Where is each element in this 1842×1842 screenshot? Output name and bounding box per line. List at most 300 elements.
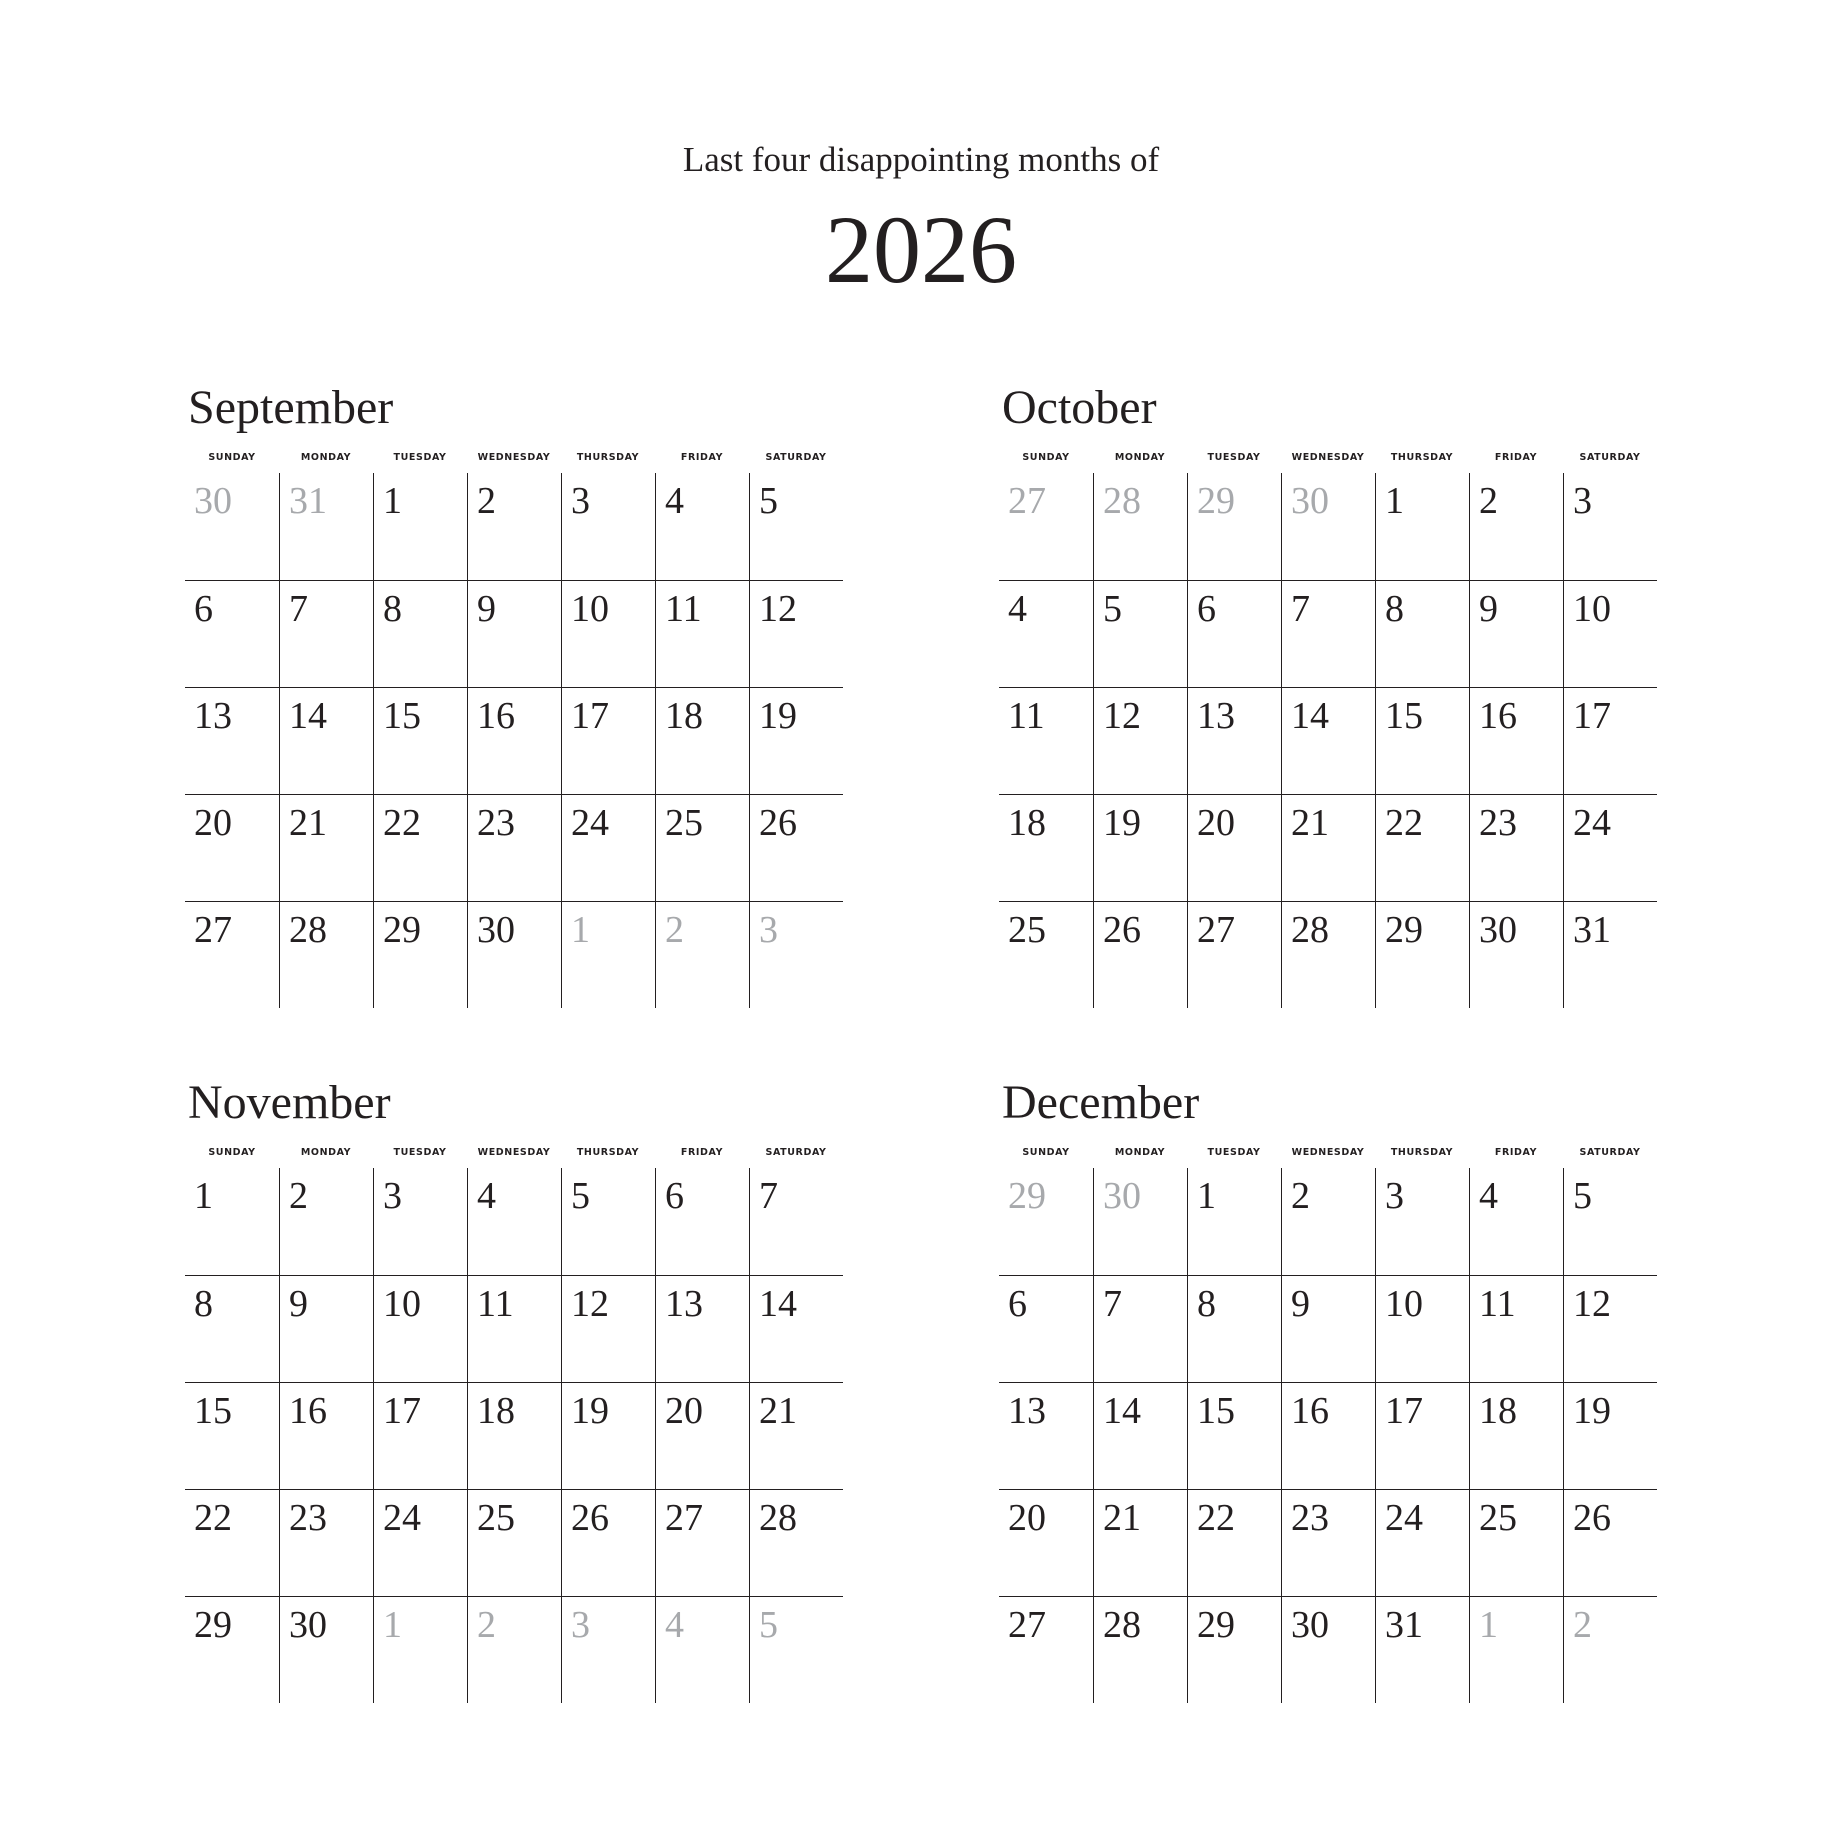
calendar-day-cell	[749, 1383, 843, 1489]
calendar-day-cell	[373, 473, 467, 580]
day-number: 11	[477, 1283, 514, 1325]
calendar-week-row	[999, 1489, 1657, 1596]
day-number: 10	[1573, 588, 1611, 630]
day-number: 18	[477, 1390, 515, 1432]
calendar-day-cell	[373, 1383, 467, 1489]
calendar-day-cell	[1563, 581, 1657, 687]
weekday-label: SUNDAY	[1022, 452, 1070, 463]
calendar-day-cell	[1187, 1383, 1281, 1489]
page-title-year: 2026	[825, 196, 1017, 303]
calendar-week-row	[185, 1275, 843, 1382]
calendar-week-row	[999, 901, 1657, 1008]
calendar-week-row	[185, 473, 843, 580]
day-number: 10	[383, 1283, 421, 1325]
day-number: 23	[477, 802, 515, 844]
calendar-day-cell	[1093, 795, 1187, 901]
weekday-label: MONDAY	[300, 452, 352, 463]
day-number: 19	[1573, 1390, 1611, 1432]
day-number: 22	[194, 1497, 232, 1539]
day-number: 23	[289, 1497, 327, 1539]
calendar-day-cell	[279, 581, 373, 687]
day-number: 30	[477, 909, 515, 951]
day-number: 1	[194, 1175, 213, 1217]
day-number: 9	[1291, 1283, 1310, 1325]
day-number: 17	[1385, 1390, 1423, 1432]
calendar-day-cell-adjacent-month	[1469, 1597, 1563, 1703]
calendar-day-cell	[1187, 902, 1281, 1008]
day-number: 6	[665, 1175, 684, 1217]
day-number: 1	[1479, 1604, 1498, 1646]
day-number: 15	[1385, 695, 1423, 737]
calendar-day-cell-adjacent-month	[999, 473, 1093, 580]
calendar-day-cell	[279, 1490, 373, 1596]
calendar-week-row	[999, 1382, 1657, 1489]
calendar-day-cell	[373, 581, 467, 687]
calendar-day-cell	[561, 1168, 655, 1275]
calendar-day-cell	[1281, 1597, 1375, 1703]
calendar-day-cell	[373, 1490, 467, 1596]
calendar-day-cell	[999, 795, 1093, 901]
calendar-day-cell	[467, 1490, 561, 1596]
calendar-day-cell	[467, 902, 561, 1008]
calendar-day-cell	[1187, 795, 1281, 901]
day-number: 25	[1479, 1497, 1517, 1539]
weekday-label: TUESDAY	[393, 452, 447, 463]
day-number: 24	[1573, 802, 1611, 844]
day-number: 3	[1573, 480, 1592, 522]
day-number: 12	[1573, 1283, 1611, 1325]
day-number: 6	[1008, 1283, 1027, 1325]
calendar-day-cell-adjacent-month	[1281, 473, 1375, 580]
day-number: 2	[1573, 1604, 1592, 1646]
day-number: 27	[1197, 909, 1235, 951]
calendar-day-cell	[1375, 1276, 1469, 1382]
calendar-day-cell	[1281, 1168, 1375, 1275]
month-title: December	[1002, 1076, 1200, 1129]
weekday-label: MONDAY	[1114, 1147, 1166, 1158]
day-number: 6	[194, 588, 213, 630]
calendar-day-cell	[373, 795, 467, 901]
day-number: 10	[1385, 1283, 1423, 1325]
weekday-label: THURSDAY	[1390, 1147, 1454, 1158]
day-number: 26	[759, 802, 797, 844]
calendar-week-row	[185, 687, 843, 794]
day-number: 12	[571, 1283, 609, 1325]
calendar-week-row	[999, 794, 1657, 901]
calendar-day-cell	[1281, 688, 1375, 794]
weekday-label: WEDNESDAY	[477, 452, 551, 463]
day-number: 21	[759, 1390, 797, 1432]
calendar-grid	[185, 1168, 843, 1703]
calendar-day-cell	[749, 1168, 843, 1275]
calendar-day-cell	[185, 581, 279, 687]
calendar-day-cell	[561, 473, 655, 580]
day-number: 18	[665, 695, 703, 737]
calendar-day-cell	[1093, 1276, 1187, 1382]
calendar-day-cell	[1469, 1276, 1563, 1382]
calendar-day-cell	[749, 795, 843, 901]
calendar-day-cell-adjacent-month	[999, 1168, 1093, 1275]
day-number: 2	[477, 1604, 496, 1646]
calendar-day-cell	[279, 1597, 373, 1703]
day-number: 13	[665, 1283, 703, 1325]
calendar-day-cell	[185, 902, 279, 1008]
day-number: 5	[759, 1604, 778, 1646]
day-number: 24	[1385, 1497, 1423, 1539]
calendar-day-cell-adjacent-month	[561, 1597, 655, 1703]
day-number: 30	[1291, 1604, 1329, 1646]
calendar-day-cell	[373, 1276, 467, 1382]
calendar-day-cell-adjacent-month	[655, 1597, 749, 1703]
calendar-day-cell-adjacent-month	[561, 902, 655, 1008]
calendar-day-cell	[1375, 473, 1469, 580]
calendar-day-cell	[655, 688, 749, 794]
day-number: 1	[1385, 480, 1404, 522]
day-number: 14	[1291, 695, 1329, 737]
day-number: 22	[1385, 802, 1423, 844]
calendar-day-cell	[1563, 688, 1657, 794]
day-number: 30	[1103, 1175, 1141, 1217]
calendar-week-row	[999, 1168, 1657, 1275]
calendar-day-cell	[1375, 795, 1469, 901]
calendar-grid	[999, 1168, 1657, 1703]
day-number: 31	[1385, 1604, 1423, 1646]
calendar-week-row	[999, 687, 1657, 794]
calendar-day-cell	[185, 1597, 279, 1703]
day-number: 29	[1197, 1604, 1235, 1646]
day-number: 26	[1573, 1497, 1611, 1539]
day-number: 1	[571, 909, 590, 951]
calendar-day-cell	[1375, 1383, 1469, 1489]
calendar-day-cell	[1187, 1276, 1281, 1382]
calendar-day-cell	[655, 1383, 749, 1489]
day-number: 30	[1291, 480, 1329, 522]
weekday-label: SATURDAY	[1579, 452, 1641, 463]
calendar-day-cell	[279, 1383, 373, 1489]
calendar-week-row	[999, 1275, 1657, 1382]
calendar-day-cell	[1093, 1490, 1187, 1596]
day-number: 29	[194, 1604, 232, 1646]
day-number: 9	[289, 1283, 308, 1325]
day-number: 1	[1197, 1175, 1216, 1217]
calendar-day-cell	[1469, 1168, 1563, 1275]
day-number: 1	[383, 480, 402, 522]
calendar-day-cell	[1187, 581, 1281, 687]
calendar-day-cell	[467, 795, 561, 901]
day-number: 1	[383, 1604, 402, 1646]
day-number: 27	[665, 1497, 703, 1539]
day-number: 21	[1103, 1497, 1141, 1539]
calendar-day-cell-adjacent-month	[749, 902, 843, 1008]
weekday-label: FRIDAY	[1494, 1147, 1538, 1158]
weekday-label: WEDNESDAY	[1291, 452, 1365, 463]
day-number: 9	[1479, 588, 1498, 630]
day-number: 12	[1103, 695, 1141, 737]
calendar-day-cell	[1469, 795, 1563, 901]
calendar-day-cell	[467, 688, 561, 794]
day-number: 17	[383, 1390, 421, 1432]
weekday-label: WEDNESDAY	[1291, 1147, 1365, 1158]
day-number: 19	[759, 695, 797, 737]
calendar-day-cell	[655, 581, 749, 687]
calendar-day-cell	[279, 1168, 373, 1275]
weekday-label: FRIDAY	[680, 1147, 724, 1158]
calendar-day-cell	[279, 795, 373, 901]
calendar-day-cell	[655, 1490, 749, 1596]
calendar-week-row	[185, 580, 843, 687]
weekday-header-row	[999, 452, 1657, 464]
day-number: 15	[1197, 1390, 1235, 1432]
day-number: 13	[1197, 695, 1235, 737]
day-number: 29	[1008, 1175, 1046, 1217]
day-number: 28	[759, 1497, 797, 1539]
calendar-day-cell	[999, 1597, 1093, 1703]
calendar-day-cell	[279, 1276, 373, 1382]
calendar-week-row	[999, 580, 1657, 687]
day-number: 3	[383, 1175, 402, 1217]
calendar-day-cell	[561, 1490, 655, 1596]
calendar-day-cell	[655, 795, 749, 901]
day-number: 15	[194, 1390, 232, 1432]
calendar-day-cell-adjacent-month	[655, 902, 749, 1008]
calendar-day-cell	[749, 473, 843, 580]
calendar-day-cell	[1563, 1168, 1657, 1275]
day-number: 31	[1573, 909, 1611, 951]
day-number: 25	[477, 1497, 515, 1539]
day-number: 26	[1103, 909, 1141, 951]
calendar-day-cell	[1093, 1597, 1187, 1703]
day-number: 17	[571, 695, 609, 737]
calendar-day-cell	[1469, 688, 1563, 794]
calendar-day-cell	[1187, 688, 1281, 794]
day-number: 20	[194, 802, 232, 844]
calendar-day-cell	[1563, 1490, 1657, 1596]
calendar-day-cell-adjacent-month	[1093, 1168, 1187, 1275]
calendar-day-cell	[185, 1276, 279, 1382]
calendar-day-cell	[999, 688, 1093, 794]
calendar-day-cell	[1563, 1276, 1657, 1382]
day-number: 14	[1103, 1390, 1141, 1432]
day-number: 12	[759, 588, 797, 630]
day-number: 8	[1385, 588, 1404, 630]
calendar-day-cell	[1281, 795, 1375, 901]
weekday-label: SUNDAY	[208, 452, 256, 463]
day-number: 19	[571, 1390, 609, 1432]
calendar-day-cell	[373, 902, 467, 1008]
calendar-day-cell-adjacent-month	[1093, 473, 1187, 580]
day-number: 2	[665, 909, 684, 951]
day-number: 20	[665, 1390, 703, 1432]
day-number: 8	[194, 1283, 213, 1325]
calendar-day-cell	[1187, 1597, 1281, 1703]
calendar-day-cell	[749, 1490, 843, 1596]
calendar-day-cell	[1469, 1490, 1563, 1596]
day-number: 31	[289, 480, 327, 522]
weekday-label: THURSDAY	[576, 1147, 640, 1158]
day-number: 28	[1103, 1604, 1141, 1646]
day-number: 5	[1573, 1175, 1592, 1217]
calendar-day-cell	[1093, 1383, 1187, 1489]
calendar-day-cell	[1375, 688, 1469, 794]
weekday-label: MONDAY	[300, 1147, 352, 1158]
calendar-week-row	[185, 901, 843, 1008]
calendar-day-cell	[1469, 581, 1563, 687]
day-number: 24	[383, 1497, 421, 1539]
calendar-week-row	[185, 1382, 843, 1489]
day-number: 4	[1008, 588, 1027, 630]
day-number: 13	[194, 695, 232, 737]
calendar-day-cell-adjacent-month	[467, 1597, 561, 1703]
day-number: 23	[1479, 802, 1517, 844]
day-number: 17	[1573, 695, 1611, 737]
calendar-day-cell	[749, 1276, 843, 1382]
calendar-day-cell	[185, 1490, 279, 1596]
calendar-day-cell	[561, 1383, 655, 1489]
calendar-day-cell	[1093, 581, 1187, 687]
day-number: 14	[759, 1283, 797, 1325]
page-subtitle: Last four disappointing months of	[682, 140, 1160, 179]
day-number: 20	[1197, 802, 1235, 844]
day-number: 3	[571, 480, 590, 522]
calendar-day-cell	[467, 581, 561, 687]
day-number: 13	[1008, 1390, 1046, 1432]
calendar-day-cell	[1563, 1383, 1657, 1489]
calendar-day-cell	[1093, 688, 1187, 794]
calendar-day-cell	[1187, 1168, 1281, 1275]
calendar-day-cell	[999, 1383, 1093, 1489]
weekday-header-row	[185, 1147, 843, 1159]
weekday-header-row	[185, 452, 843, 464]
calendar-day-cell-adjacent-month	[1563, 1597, 1657, 1703]
day-number: 25	[1008, 909, 1046, 951]
calendar-week-row	[999, 473, 1657, 580]
day-number: 5	[571, 1175, 590, 1217]
calendar-day-cell	[185, 1383, 279, 1489]
month-title: September	[188, 381, 394, 434]
calendar-day-cell	[185, 795, 279, 901]
weekday-label: TUESDAY	[1207, 452, 1261, 463]
calendar-day-cell	[1563, 902, 1657, 1008]
day-number: 14	[289, 695, 327, 737]
calendar-week-row	[999, 1596, 1657, 1703]
day-number: 15	[383, 695, 421, 737]
calendar-week-row	[185, 1596, 843, 1703]
calendar-day-cell	[1563, 795, 1657, 901]
day-number: 29	[1197, 480, 1235, 522]
calendar-day-cell	[561, 688, 655, 794]
day-number: 22	[1197, 1497, 1235, 1539]
calendar-day-cell-adjacent-month	[1187, 473, 1281, 580]
calendar-day-cell	[185, 1168, 279, 1275]
calendar-day-cell	[373, 688, 467, 794]
day-number: 2	[477, 480, 496, 522]
day-number: 11	[1479, 1283, 1516, 1325]
day-number: 21	[1291, 802, 1329, 844]
day-number: 21	[289, 802, 327, 844]
weekday-label: SATURDAY	[765, 452, 827, 463]
day-number: 2	[1291, 1175, 1310, 1217]
calendar-day-cell	[561, 581, 655, 687]
day-number: 28	[1291, 909, 1329, 951]
day-number: 29	[1385, 909, 1423, 951]
day-number: 19	[1103, 802, 1141, 844]
day-number: 4	[665, 1604, 684, 1646]
calendar-day-cell	[655, 1168, 749, 1275]
day-number: 7	[1291, 588, 1310, 630]
day-number: 16	[289, 1390, 327, 1432]
day-number: 4	[477, 1175, 496, 1217]
day-number: 25	[665, 802, 703, 844]
calendar-week-row	[185, 1489, 843, 1596]
weekday-header-row	[999, 1147, 1657, 1159]
day-number: 3	[1385, 1175, 1404, 1217]
day-number: 6	[1197, 588, 1216, 630]
calendar-day-cell	[999, 902, 1093, 1008]
weekday-label: WEDNESDAY	[477, 1147, 551, 1158]
weekday-label: THURSDAY	[576, 452, 640, 463]
day-number: 28	[289, 909, 327, 951]
calendar-grid	[185, 473, 843, 1008]
day-number: 11	[665, 588, 702, 630]
day-number: 20	[1008, 1497, 1046, 1539]
calendar-day-cell-adjacent-month	[185, 473, 279, 580]
weekday-label: THURSDAY	[1390, 452, 1454, 463]
calendar-day-cell	[999, 1276, 1093, 1382]
weekday-label: TUESDAY	[1207, 1147, 1261, 1158]
calendar-day-cell	[1281, 1383, 1375, 1489]
weekday-label: MONDAY	[1114, 452, 1166, 463]
calendar-day-cell	[1281, 1276, 1375, 1382]
day-number: 4	[665, 480, 684, 522]
calendar-day-cell	[655, 473, 749, 580]
day-number: 18	[1008, 802, 1046, 844]
calendar-day-cell	[1281, 581, 1375, 687]
weekday-label: SUNDAY	[1022, 1147, 1070, 1158]
calendar-grid	[999, 473, 1657, 1008]
weekday-label: SATURDAY	[1579, 1147, 1641, 1158]
day-number: 16	[1479, 695, 1517, 737]
weekday-label: TUESDAY	[393, 1147, 447, 1158]
day-number: 5	[759, 480, 778, 522]
calendar-day-cell	[999, 581, 1093, 687]
day-number: 27	[194, 909, 232, 951]
calendar-day-cell	[467, 1383, 561, 1489]
calendar-day-cell	[1375, 902, 1469, 1008]
calendar-day-cell-adjacent-month	[279, 473, 373, 580]
day-number: 3	[571, 1604, 590, 1646]
day-number: 3	[759, 909, 778, 951]
calendar-week-row	[185, 1168, 843, 1275]
calendar-day-cell-adjacent-month	[373, 1597, 467, 1703]
day-number: 7	[759, 1175, 778, 1217]
calendar-day-cell	[1093, 902, 1187, 1008]
day-number: 18	[1479, 1390, 1517, 1432]
day-number: 27	[1008, 1604, 1046, 1646]
calendar-day-cell	[279, 902, 373, 1008]
day-number: 29	[383, 909, 421, 951]
day-number: 7	[1103, 1283, 1122, 1325]
calendar-day-cell	[749, 688, 843, 794]
calendar-day-cell	[1375, 581, 1469, 687]
day-number: 8	[1197, 1283, 1216, 1325]
day-number: 16	[477, 695, 515, 737]
day-number: 7	[289, 588, 308, 630]
calendar-day-cell	[1563, 473, 1657, 580]
day-number: 11	[1008, 695, 1045, 737]
calendar-day-cell	[467, 1276, 561, 1382]
calendar-day-cell	[1469, 473, 1563, 580]
calendar-day-cell	[1187, 1490, 1281, 1596]
